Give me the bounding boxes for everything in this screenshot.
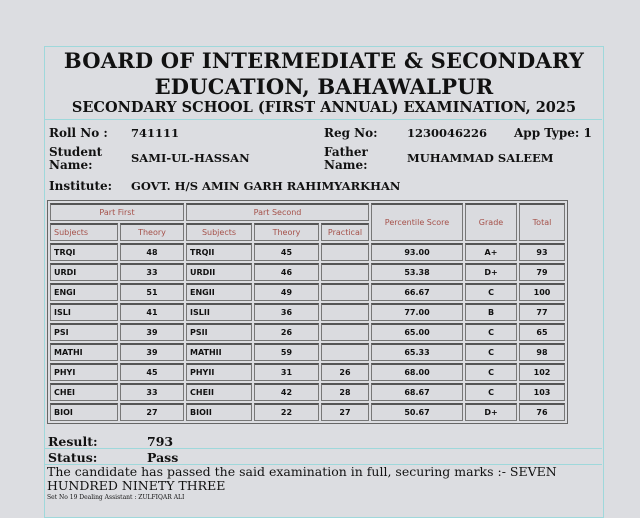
table-row [50,283,565,301]
cell-tot: 100 [519,283,565,301]
cell-s2: CHEII [186,383,252,401]
cell-g: C [465,283,517,301]
cell-s2: TRQII [186,243,252,261]
cell-p: 28 [321,383,369,401]
cell-t1: 48 [120,243,184,261]
father-label [324,146,368,172]
cell-pct: 68.67 [371,383,463,401]
cell-pct: 53.38 [371,263,463,281]
cell-tot: 76 [519,403,565,421]
table-row [50,243,565,261]
roll-label: Roll No : [49,126,108,140]
cell-s1: URDI [50,263,118,281]
table-row [50,383,565,401]
cell-s2: MATHII [186,343,252,361]
board-title-line1: BOARD OF INTERMEDIATE & SECONDARY [63,48,585,73]
header-theory-1: Theory [120,223,184,241]
cell-p [321,323,369,341]
father-name: MUHAMMAD SALEEM [407,151,554,165]
cell-t2: 42 [254,383,319,401]
cell-s1: BIOI [50,403,118,421]
cell-s2: URDII [186,263,252,281]
cell-s2: PSII [186,323,252,341]
marks-table [47,200,568,424]
result-label: Result: [48,434,98,449]
cell-p [321,303,369,321]
cell-t1: 33 [120,263,184,281]
cell-t1: 45 [120,363,184,381]
cell-t2: 22 [254,403,319,421]
student-name: SAMI-UL-HASSAN [131,151,250,165]
header-subjects-2: Subjects [186,223,252,241]
reg-value: 1230046226 [407,126,488,140]
cell-s1: ENGI [50,283,118,301]
result-value: 793 [147,434,174,449]
cell-s1: PHYI [50,363,118,381]
cell-s1: TRQI [50,243,118,261]
header-part-second: Part Second [186,203,369,221]
header-total: Total [519,203,565,241]
cell-s1: MATHI [50,343,118,361]
cell-g: C [465,323,517,341]
cell-tot: 77 [519,303,565,321]
student-label-2: Name: [49,158,93,172]
student-label [49,146,102,172]
status-label: Status: [48,450,98,465]
cell-p: 27 [321,403,369,421]
cell-g: C [465,383,517,401]
cell-s1: ISLI [50,303,118,321]
cell-s2: ENGII [186,283,252,301]
divider [44,119,602,120]
cell-t2: 46 [254,263,319,281]
cell-g: C [465,343,517,361]
cell-tot: 65 [519,323,565,341]
table-row [50,323,565,341]
table-row [50,343,565,361]
cell-s1: PSI [50,323,118,341]
header-part-first: Part First [50,203,184,221]
cell-s1: CHEI [50,383,118,401]
cell-pct: 50.67 [371,403,463,421]
cell-t1: 39 [120,323,184,341]
cell-pct: 66.67 [371,283,463,301]
app-type: App Type: 1 [514,126,592,140]
cell-s2: ISLII [186,303,252,321]
cell-pct: 93.00 [371,243,463,261]
cell-pct: 68.00 [371,363,463,381]
student-label-1: Student [49,145,103,159]
divider [44,448,602,449]
father-label-1: Father [324,145,368,159]
header-subjects-1: Subjects [50,223,118,241]
cell-p: 26 [321,363,369,381]
roll-value: 741111 [131,126,180,140]
cell-tot: 102 [519,363,565,381]
cell-t2: 31 [254,363,319,381]
cell-g: C [465,363,517,381]
cell-t2: 59 [254,343,319,361]
reg-label: Reg No: [324,126,378,140]
header-grade: Grade [465,203,517,241]
pass-statement: The candidate has passed the said examination in full, securing marks :- SEVEN HUNDRED NINETY THREE [47,464,557,493]
cell-t1: 51 [120,283,184,301]
cell-pct: 65.33 [371,343,463,361]
cell-g: D+ [465,263,517,281]
cell-t2: 26 [254,323,319,341]
cell-pct: 65.00 [371,323,463,341]
board-title-line2: EDUCATION, BAHAWALPUR [154,74,494,99]
cell-t2: 36 [254,303,319,321]
cell-p [321,343,369,361]
institute-label: Institute: [49,179,113,193]
exam-title: SECONDARY SCHOOL (FIRST ANNUAL) EXAMINATION, 2025 [71,99,577,116]
table-row [50,263,565,281]
father-label-2: Name: [324,158,368,172]
cell-t2: 45 [254,243,319,261]
cell-t1: 39 [120,343,184,361]
table-row [50,363,565,381]
cell-tot: 103 [519,383,565,401]
cell-tot: 79 [519,263,565,281]
cell-t1: 33 [120,383,184,401]
status-value: Pass [147,450,179,465]
cell-tot: 98 [519,343,565,361]
header-percentile: Percentile Score [371,203,463,241]
cell-g: A+ [465,243,517,261]
cell-t1: 27 [120,403,184,421]
cell-t1: 41 [120,303,184,321]
cell-tot: 93 [519,243,565,261]
cell-p [321,243,369,261]
footer-info: Set No 19 Dealing Assistant : ZULFIQAR ALI [47,494,185,501]
table-row [50,303,565,321]
cell-p [321,263,369,281]
cell-t2: 49 [254,283,319,301]
header-theory-2: Theory [254,223,319,241]
cell-s2: BIOII [186,403,252,421]
cell-p [321,283,369,301]
cell-pct: 77.00 [371,303,463,321]
header-practical: Practical [321,223,369,241]
table-row [50,403,565,421]
institute-value: GOVT. H/S AMIN GARH RAHIMYARKHAN [131,179,401,193]
cell-g: B [465,303,517,321]
cell-s2: PHYII [186,363,252,381]
cell-g: D+ [465,403,517,421]
